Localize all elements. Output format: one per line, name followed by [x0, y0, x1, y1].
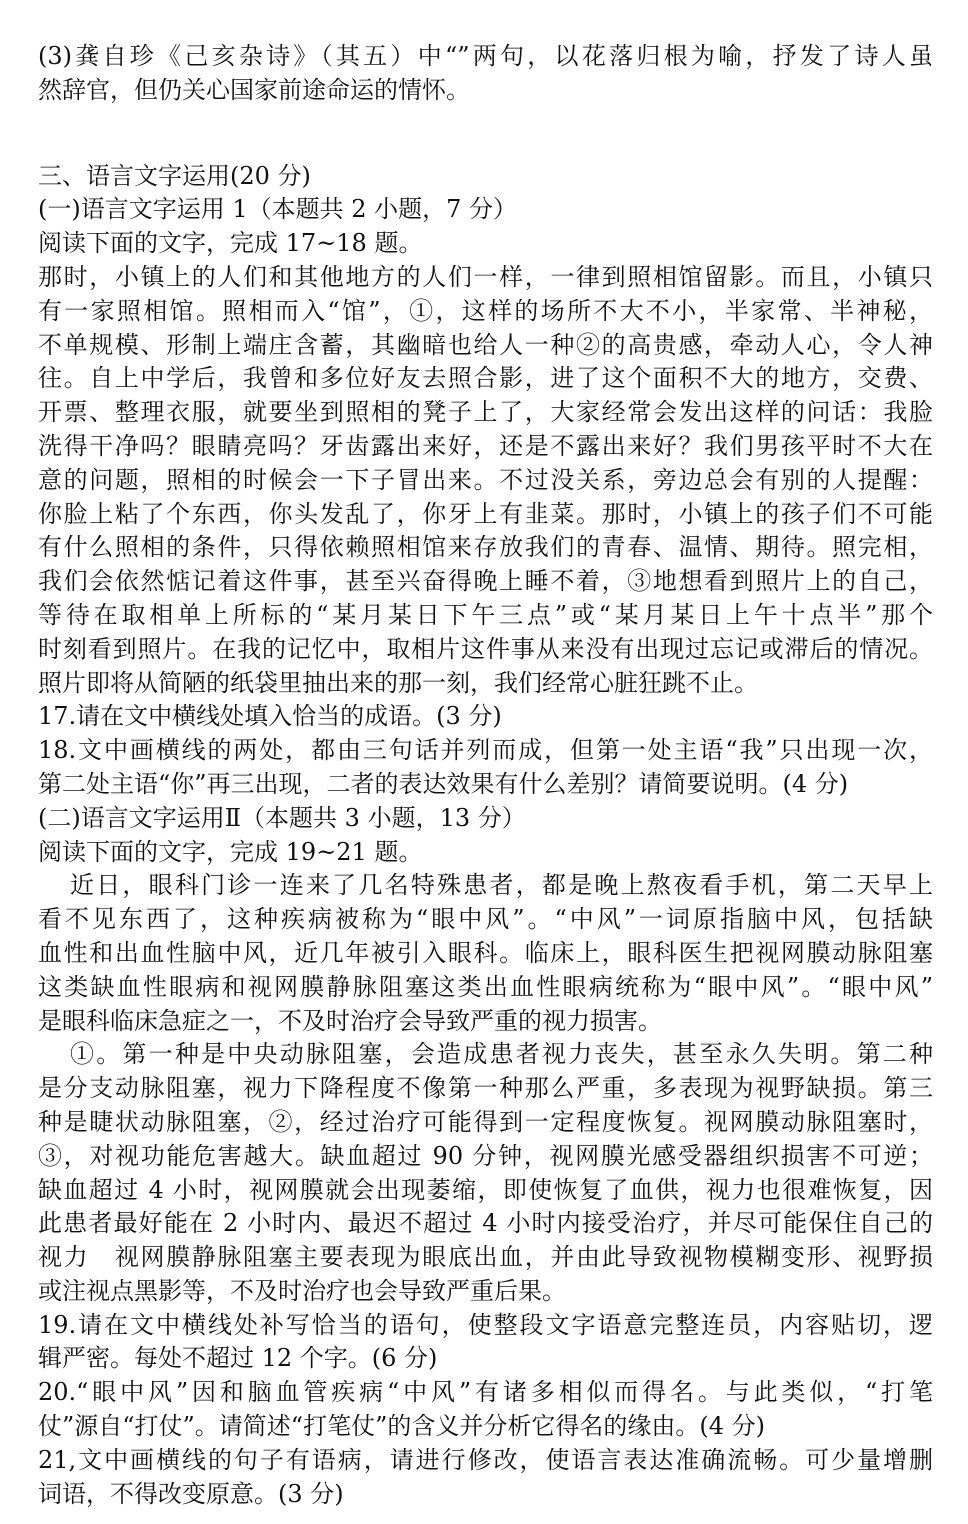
passage-1-line: 那时，小镇上的人们和其他地方的人们一样，一律到照相馆留影。而且，小镇只 [38, 262, 933, 291]
passage-1-line: 时刻看到照片。在我的记忆中，取相片这件事从来没有出现过忘记或滞后的情况。 [38, 634, 933, 663]
passage-1-line: 洗得干净吗？眼睛亮吗？牙齿露出来好，还是不露出来好？我们男孩平时不大在 [38, 431, 933, 460]
passage-1-line: 我们会依然惦记着这件事，甚至兴奋得晚上睡不着，③地想看到照片上的自己， [38, 567, 933, 596]
question-20-line-2: 仗”源自“打仗”。请简述“打笔仗”的含义并分析它得名的缘由。(4 分) [38, 1412, 765, 1441]
part-1-passage [38, 261, 933, 700]
passage-1-line: 意的问题，照相的时候会一下子冒出来。不过没关系，旁边总会有别的人提醒： [38, 465, 933, 494]
passage-1-line: 不单规模、形制上端庄含蓄，其幽暗也给人一种②的高贵感，牵动人心，令人神 [38, 330, 933, 359]
part-2-paragraph-2 [38, 1038, 933, 1308]
question-18 [38, 734, 933, 802]
passage-1-line: 照片即将从简陋的纸袋里抽出来的那一刻，我们经常心脏狂跳不止。 [38, 668, 758, 697]
passage-2-line: 此患者最好能在 2 小时内、最迟不超过 4 小时内接受治疗，并尽可能保住自己的 [38, 1209, 933, 1238]
passage-2-line: 种是睫状动脉阻塞，②，经过治疗可能得到一定程度恢复。视网膜动脉阻塞时， [38, 1107, 933, 1136]
passage-2-line: ①。第一种是中央动脉阻塞，会造成患者视力丧失，甚至永久失明。第二种 [70, 1040, 933, 1069]
passage-1-line: 开票、整理衣服，就要坐到照相的凳子上了，大家经常会发出这样的问话：我脸 [38, 398, 933, 427]
passage-2-line: 是眼科临床急症之一，不及时治疗会导致严重的视力损害。 [38, 1006, 662, 1035]
section-3-heading: 三、语言文字运用(20 分) [38, 161, 311, 190]
question-19-line-2: 辑严密。每处不超过 12 个字。(6 分) [38, 1344, 438, 1373]
part-2-instruction: 阅读下面的文字，完成 19~21 题。 [38, 837, 423, 866]
question-19 [38, 1309, 933, 1377]
passage-2-line: ③，对视功能危害越大。缺血超过 90 分钟，视网膜光感受器组织损害不可逆； [38, 1141, 933, 1170]
part-1 [38, 193, 933, 801]
part-2-heading: (二)语言文字运用Ⅱ（本题共 3 小题，13 分） [38, 803, 526, 832]
part-2 [38, 802, 933, 1512]
question-21-line-2: 词语，不得改变原意。(3 分) [38, 1479, 344, 1508]
passage-2-line: 这类缺血性眼病和视网膜静脉阻塞这类出血性眼病统称为“眼中风”。“眼中风” [38, 972, 933, 1001]
question-18-line-1: 18.文中画横线的两处，都由三句话并列而成，但第一处主语“我”只出现一次， [38, 736, 933, 765]
question-21 [38, 1444, 933, 1512]
passage-2-line: 缺血超过 4 小时，视网膜就会出现萎缩，即使恢复了血供，视力也很难恢复，因 [38, 1175, 933, 1204]
passage-1-line: 等待在取相单上所标的“某月某日下午三点”或“某月某日上午十点半”那个 [38, 600, 933, 629]
passage-1-line: 有什么照相的条件，只得依赖照相馆来存放我们的青春、温情、期待。照完相， [38, 533, 933, 562]
question-18-line-2: 第二处主语“你”再三出现，二者的表达效果有什么差别？请简要说明。(4 分) [38, 769, 849, 798]
passage-2-line: 或注视点黑影等，不及时治疗也会导致严重后果。 [38, 1276, 566, 1305]
section-gap [38, 108, 933, 160]
question-3-line-2: 然辞官，但仍关心国家前途命运的情怀。 [38, 75, 470, 104]
part-2-paragraph-1 [38, 869, 933, 1038]
question-20 [38, 1376, 933, 1444]
passage-2-line: 血性和出血性脑中风，近几年被引入眼科。临床上，眼科医生把视网膜动脉阻塞 [38, 938, 933, 967]
question-3-block [38, 40, 933, 108]
passage-1-line: 往。自上中学后，我曾和多位好友去照合影，进了这个面积不大的地方，交费、 [38, 364, 933, 393]
exam-page [38, 40, 933, 1511]
part-1-instruction: 阅读下面的文字，完成 17~18 题。 [38, 229, 423, 258]
passage-2-line: 视力 视网膜静脉阻塞主要表现为眼底出血，并由此导致视物模糊变形、视野损 [38, 1243, 933, 1272]
passage-2-line: 近日，眼科门诊一连来了几名特殊患者，都是晚上熬夜看手机，第二天早上 [70, 871, 933, 900]
question-3-line-1: (3)龚自珍《己亥杂诗》（其五）中“”两句，以花落归根为喻，抒发了诗人虽 [38, 42, 933, 70]
question-17: 17.请在文中横线处填入恰当的成语。(3 分) [38, 702, 502, 731]
part-1-heading: (一)语言文字运用 1（本题共 2 小题，7 分） [38, 195, 518, 224]
question-20-line-1: 20.“眼中风”因和脑血管疾病“中风”有诸多相似而得名。与此类似，“打笔 [38, 1378, 933, 1407]
passage-1-line: 你脸上粘了个东西，你头发乱了，你牙上有韭菜。那时，小镇上的孩子们不可能 [38, 499, 933, 528]
passage-1-line: 有一家照相馆。照相而入“馆”，①，这样的场所不大不小，半家常、半神秘， [38, 296, 933, 325]
passage-2-line: 看不见东西了，这种疾病被称为“眼中风”。“中风”一词原指脑中风，包括缺 [38, 905, 933, 934]
passage-2-line: 是分支动脉阻塞，视力下降程度不像第一种那么严重，多表现为视野缺损。第三 [38, 1074, 933, 1103]
question-21-line-1: 21,文中画横线的句子有语病，请进行修改，使语言表达准确流畅。可少量增删 [38, 1445, 933, 1474]
question-19-line-1: 19.请在文中横线处补写恰当的语句，使整段文字语意完整连员，内容贴切，逻 [38, 1310, 933, 1339]
